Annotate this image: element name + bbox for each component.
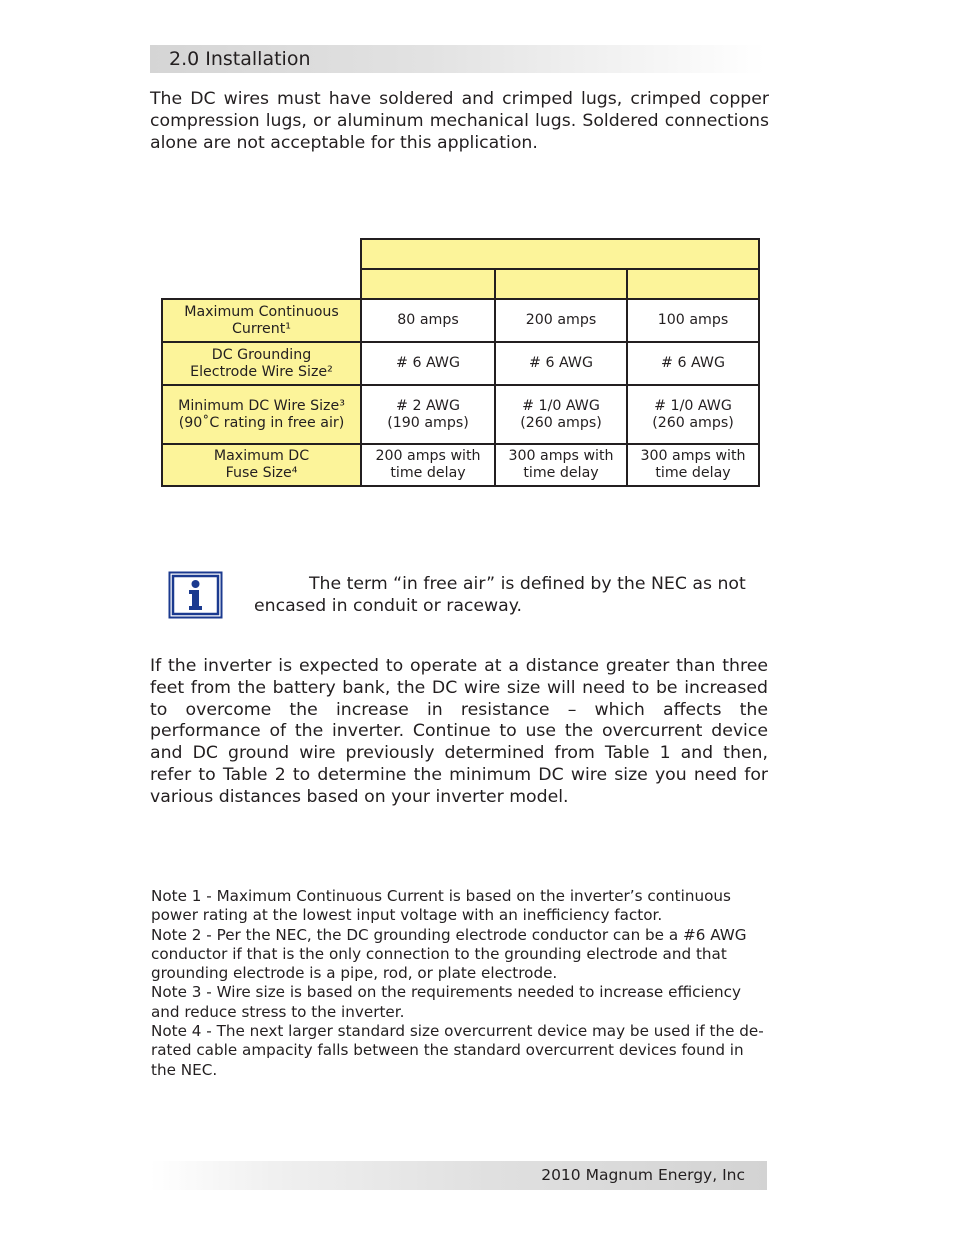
- row-label-min-wire-size: [163, 386, 360, 443]
- table-border: [161, 298, 163, 487]
- cell-text: time delay: [390, 465, 466, 481]
- table-cell: [628, 300, 758, 341]
- section-title: 2.0 Installation: [169, 48, 311, 70]
- table-header-top: [362, 240, 758, 268]
- cell-text: 100 amps: [657, 312, 729, 328]
- table-cell: [496, 386, 626, 443]
- table-cell: [362, 300, 494, 341]
- cell-text: # 1/0 AWG: [654, 397, 732, 414]
- row-label-max-current: [163, 300, 360, 341]
- cell-text: time delay: [523, 465, 599, 481]
- row-label-line: DC Grounding: [211, 346, 312, 363]
- footer-bar: [150, 1161, 767, 1190]
- row-label-grounding-wire: [163, 343, 360, 384]
- cell-text: 300 amps with: [640, 448, 746, 464]
- row-label-fuse-size: [163, 445, 360, 485]
- cell-text: (190 amps): [387, 414, 469, 431]
- table-header-col-1: [362, 270, 494, 299]
- table-cell: [496, 445, 626, 485]
- table-border: [758, 238, 760, 487]
- info-note-text: [254, 573, 774, 617]
- table-border: [361, 268, 760, 270]
- table-cell: [628, 445, 758, 485]
- cell-text: (260 amps): [652, 414, 734, 431]
- table-border: [360, 238, 362, 487]
- intro-paragraph: The DC wires must have soldered and crimped lugs, crimped copper compression lugs, or aluminum mechanical lugs. Soldered connections alone are not acceptable for this application.: [150, 89, 769, 153]
- cell-text: # 1/0 AWG: [522, 397, 600, 414]
- section-header-bar: [150, 45, 765, 73]
- table-cell: [362, 445, 494, 485]
- footnote: Note 2 - Per the NEC, the DC grounding electrode conductor can be a #6 AWG conductor if that is the only connection to the grounding electrode and that grounding electrode is a pipe, rod, or plate electrode.: [151, 925, 747, 983]
- cell-text: 200 amps with: [375, 448, 481, 464]
- table-header-col-2: [496, 270, 626, 299]
- info-note-content: The term “in free air” is defined by the NEC as not encased in conduit or raceway.: [254, 574, 746, 616]
- table-border: [361, 238, 760, 240]
- row-label-line: Maximum DC: [213, 448, 310, 464]
- table-border: [161, 485, 760, 487]
- footnotes: [151, 887, 771, 1080]
- row-label-line: Fuse Size⁴: [225, 465, 298, 481]
- row-label-line: (90˚C rating in free air): [178, 414, 345, 431]
- cell-text: # 6 AWG: [396, 355, 460, 371]
- table-cell: [496, 343, 626, 384]
- table-border: [161, 384, 760, 386]
- footnote: Note 1 - Maximum Continuous Current is based on the inverter’s continuous power rating at the lowest input voltage with an inefficiency factor.: [151, 887, 731, 925]
- cell-text: 200 amps: [525, 312, 597, 328]
- table-cell: [362, 386, 494, 443]
- table-header-col-3: [628, 270, 758, 299]
- table-cell: [628, 343, 758, 384]
- footnote: Note 3 - Wire size is based on the requirements needed to increase efficiency and reduce stress to the inverter.: [151, 983, 742, 1021]
- cell-text: 80 amps: [397, 312, 459, 328]
- table-border: [161, 298, 760, 300]
- row-label-line: Current¹: [232, 320, 291, 337]
- cell-text: # 6 AWG: [661, 355, 725, 371]
- footnote: Note 4 - The next larger standard size overcurrent device may be used if the de-rated cable ampacity falls between the standard overcurrent devices found in the NEC.: [151, 1022, 764, 1079]
- table-border: [494, 268, 496, 487]
- info-icon: [168, 571, 223, 619]
- cell-text: 300 amps with: [508, 448, 614, 464]
- cell-text: # 2 AWG: [396, 397, 460, 414]
- table-border: [161, 341, 760, 343]
- table-cell: [362, 343, 494, 384]
- table-border: [161, 443, 760, 445]
- cell-text: # 6 AWG: [529, 355, 593, 371]
- table-cell: [496, 300, 626, 341]
- row-label-line: Electrode Wire Size²: [190, 363, 333, 380]
- footer-text: 2010 Magnum Energy, Inc: [541, 1166, 745, 1184]
- row-label-line: Maximum Continuous: [184, 303, 339, 320]
- row-label-line: Minimum DC Wire Size³: [178, 397, 345, 414]
- table-cell: [628, 386, 758, 443]
- table-border: [626, 268, 628, 487]
- body-paragraph: If the inverter is expected to operate at a distance greater than three feet from the battery bank, the DC wire size will need to be increased to overcome the increase in resistance – which affects the performance of the inverter. Continue to use the overcurrent device and DC ground wire previously determined from Table 1 and then, refer to Table 2 to determine the minimum DC wire size you need for various distances based on your inverter model.: [150, 656, 768, 807]
- cell-text: time delay: [655, 465, 731, 481]
- cell-text: (260 amps): [520, 414, 602, 431]
